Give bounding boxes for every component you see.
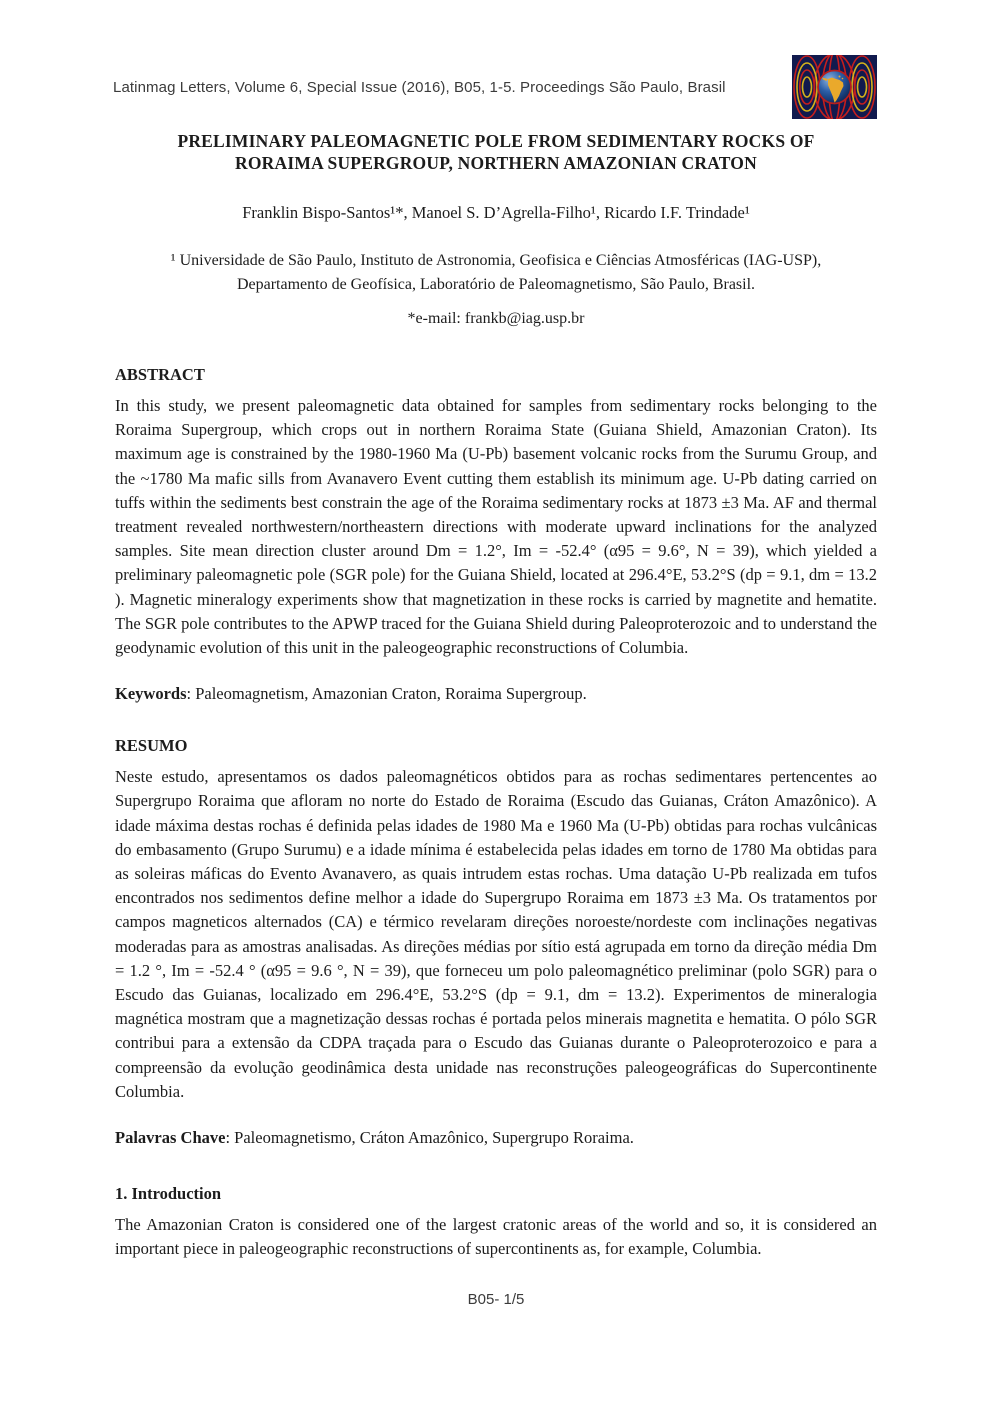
paper-title-line-1: PRELIMINARY PALEOMAGNETIC POLE FROM SEDIMENTARY ROCKS OF bbox=[177, 131, 815, 151]
paper-title bbox=[115, 131, 877, 174]
paper-title-line-2: RORAIMA SUPERGROUP, NORTHERN AMAZONIAN CRATON bbox=[235, 152, 757, 173]
paper-content bbox=[115, 0, 877, 1261]
keywords-line bbox=[115, 682, 877, 706]
affiliation-line-1: ¹ Universidade de São Paulo, Instituto de Astronomia, Geofisica e Ciências Atmosféricas (IAG-USP), bbox=[170, 252, 822, 269]
resumo-heading: RESUMO bbox=[115, 736, 188, 756]
journal-header-text: Latinmag Letters, Volume 6, Special Issue (2016), B05, 1-5. Proceedings São Paulo, Brasil bbox=[113, 78, 726, 96]
abstract-body: In this study, we present paleomagnetic data obtained for samples from sedimentary rocks belonging to the Roraima Supergroup, which crops out in northern Roraima State (Guiana Shield, Amazonian Craton). Its maximum age is constrained by the 1980-1960 Ma (U-Pb) basement volcanic rocks from the Surumu Group, and the ~1780 Ma mafic sills from Avanavero Event cutting them establish its minimum age. U-Pb dating carried on tuffs within the sediments best constrain the age of the Roraima sedimentary rocks at 1873 ±3 Ma. AF and thermal treatment revealed northwestern/northeastern directions with moderate upward inclinations for the analyzed samples. Site mean direction cluster around Dm = 1.2°, Im = -52.4° (α95 = 9.6°, N = 39), which yielded a preliminary paleomagnetic pole (SGR pole) for the Guiana Shield, located at 296.4°E, 53.2°S (dp = 9.1, dm = 13.2 ). Magnetic mineralogy experiments show that magnetization in these rocks is carried by magnetite and hematite. The SGR pole contributes to the APWP traced for the Guiana Shield during Paleoproterozoic and to understand the geodynamic evolution of this unit in the paleogeographic reconstructions of Columbia. bbox=[115, 396, 877, 658]
palavras-chave-line bbox=[115, 1126, 877, 1150]
page-number-footer: B05- 1/5 bbox=[467, 1291, 525, 1308]
keywords-text: : Paleomagnetism, Amazonian Craton, Roraima Supergroup. bbox=[186, 684, 587, 704]
affiliation-line-2: Departamento de Geofísica, Laboratório de Paleomagnetismo, São Paulo, Brasil. bbox=[236, 276, 756, 293]
introduction-heading: 1. Introduction bbox=[115, 1184, 222, 1204]
resumo-body: Neste estudo, apresentamos os dados paleomagnéticos obtidos para as rochas sedimentares pertencentes ao Supergrupo Roraima que afloram no norte do Estado de Roraima (Escudo das Guianas, Cráton Amazônico). A idade máxima destas rochas é definida pelas idades de 1980 Ma e 1960 Ma (U-Pb) obtidas para rochas vulcânicas do embasamento (Grupo Surumu) e a idade mínima é estabelecida pelas idades em torno de 1780 Ma obtidas para as soleiras máficas do Evento Avanavero, as quais intrudem estas rochas. Uma datação U-Pb realizada em tufos encontrados nos sedimentos define melhor a idade do Supergrupo Roraima em 1873 ±3 Ma. Os tratamentos por campos magneticos alternados (CA) e térmico revelaram direções noroeste/nordeste com inclinações negativas moderadas para as amostras analisadas. As direções médias por sítio está agrupada em torno da direção média Dm = 1.2 °, Im = -52.4 ° (α95 = 9.6 °, N = 39), que forneceu um polo paleomagnético preliminar (polo SGR) para o Escudo das Guianas, localizado em 296.4°E, 53.2°S (dp = 9.1, dm = 13.2). Experimentos de mineralogia magnética mostram que a magnetização dessas rochas é portada pelos minerais magnetita e hematita. O pólo SGR contribui para a extensão da CDPA traçada para o Escudo das Guianas durante o Paleoproterozoico e para a compreensão da evolução geodinâmica desta unidade nas reconstruções paleogeográficas do Supercontinente Columbia. bbox=[115, 767, 877, 1101]
authors-line: Franklin Bispo-Santos¹*, Manoel S. D’Agrella-Filho¹, Ricardo I.F. Trindade¹ bbox=[242, 203, 750, 222]
introduction-body: The Amazonian Craton is considered one of the largest cratonic areas of the world and so, it is considered an important piece in paleogeographic reconstructions of supercontinents as, for example, Columbia. bbox=[115, 1215, 877, 1259]
affiliation bbox=[115, 249, 877, 297]
abstract-heading: ABSTRACT bbox=[115, 365, 205, 384]
keywords-label: Keywords bbox=[115, 684, 187, 704]
palavras-chave-text: : Paleomagnetismo, Cráton Amazônico, Supergrupo Roraima. bbox=[225, 1128, 634, 1148]
email-line: *e-mail: frankb@iag.usp.br bbox=[407, 310, 585, 327]
palavras-chave-label: Palavras Chave bbox=[115, 1128, 226, 1148]
